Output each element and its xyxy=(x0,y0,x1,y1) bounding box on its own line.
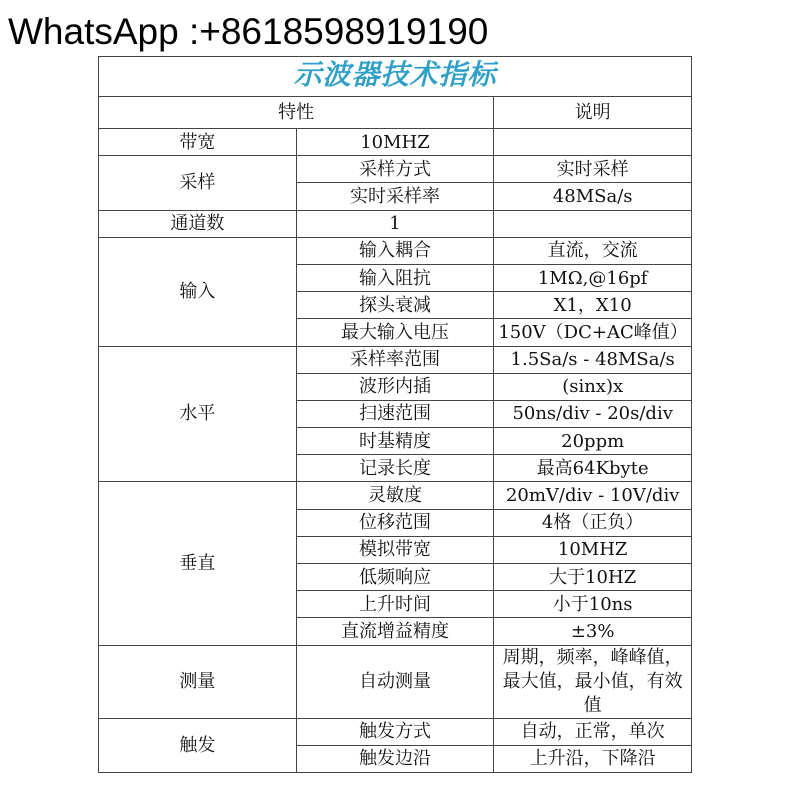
category-bandwidth: 带宽 xyxy=(99,129,297,156)
category-sampling: 采样 xyxy=(99,156,297,210)
spec-value: 10MHZ xyxy=(494,536,692,563)
spec-name: 探头衰减 xyxy=(296,292,494,319)
category-input: 输入 xyxy=(99,237,297,346)
spec-table xyxy=(98,56,692,773)
spec-value: ±3% xyxy=(494,618,692,645)
table-row xyxy=(99,718,692,745)
spec-value: 50ns/div - 20s/div xyxy=(494,400,692,427)
table-row xyxy=(99,482,692,509)
spec-value: 4格（正负） xyxy=(494,509,692,536)
category-horizontal: 水平 xyxy=(99,346,297,482)
category-measure: 测量 xyxy=(99,645,297,718)
table-row xyxy=(99,210,692,237)
spec-name: 波形内插 xyxy=(296,373,494,400)
spec-value: 最高64Kbyte xyxy=(494,455,692,482)
category-vertical: 垂直 xyxy=(99,482,297,645)
spec-name: 低频响应 xyxy=(296,564,494,591)
spec-name: 采样方式 xyxy=(296,156,494,183)
spec-name: 模拟带宽 xyxy=(296,536,494,563)
spec-value: 150V（DC+AC峰值） xyxy=(494,319,692,346)
spec-value: 小于10ns xyxy=(494,591,692,618)
spec-name: 扫速范围 xyxy=(296,400,494,427)
table-row xyxy=(99,129,692,156)
spec-value: 上升沿，下降沿 xyxy=(494,745,692,772)
bandwidth-value: 10MHZ xyxy=(296,129,494,156)
spec-value: 大于10HZ xyxy=(494,564,692,591)
table-row xyxy=(99,346,692,373)
spec-value: 20mV/div - 10V/div xyxy=(494,482,692,509)
spec-name: 最大输入电压 xyxy=(296,319,494,346)
header-row xyxy=(99,97,692,129)
spec-value: 48MSa/s xyxy=(494,183,692,210)
spec-value: 1MΩ,@16pf xyxy=(494,264,692,291)
spec-value: 自动，正常，单次 xyxy=(494,718,692,745)
spec-value: 1.5Sa/s - 48MSa/s xyxy=(494,346,692,373)
spec-name: 直流增益精度 xyxy=(296,618,494,645)
spec-name: 记录长度 xyxy=(296,455,494,482)
spec-sheet xyxy=(98,56,692,794)
channels-empty-cell xyxy=(494,210,692,237)
spec-value: 周期，频率，峰峰值，最大值，最小值，有效值 xyxy=(494,645,692,718)
spec-name: 实时采样率 xyxy=(296,183,494,210)
spec-name: 采样率范围 xyxy=(296,346,494,373)
whatsapp-contact-watermark: WhatsApp :+8618598919190 xyxy=(8,11,489,52)
spec-name: 时基精度 xyxy=(296,428,494,455)
channels-value: 1 xyxy=(296,210,494,237)
spec-name: 触发边沿 xyxy=(296,745,494,772)
spec-name: 输入耦合 xyxy=(296,237,494,264)
spec-value: 实时采样 xyxy=(494,156,692,183)
spec-name: 灵敏度 xyxy=(296,482,494,509)
spec-name: 上升时间 xyxy=(296,591,494,618)
title-row xyxy=(99,57,692,97)
category-channels: 通道数 xyxy=(99,210,297,237)
spec-name: 位移范围 xyxy=(296,509,494,536)
spec-name: 输入阻抗 xyxy=(296,264,494,291)
sheet-title: 示波器技术指标 xyxy=(293,58,497,91)
spec-value: 直流，交流 xyxy=(494,237,692,264)
category-trigger: 触发 xyxy=(99,718,297,772)
spec-value: X1，X10 xyxy=(494,292,692,319)
title-cell xyxy=(99,57,692,97)
table-row xyxy=(99,237,692,264)
header-description: 说明 xyxy=(494,97,692,129)
spec-name: 自动测量 xyxy=(296,645,494,718)
table-row xyxy=(99,156,692,183)
table-row xyxy=(99,645,692,718)
header-feature: 特性 xyxy=(99,97,494,129)
spec-value: 20ppm xyxy=(494,428,692,455)
bandwidth-empty-cell xyxy=(494,129,692,156)
spec-name: 触发方式 xyxy=(296,718,494,745)
spec-value: (sinx)x xyxy=(494,373,692,400)
